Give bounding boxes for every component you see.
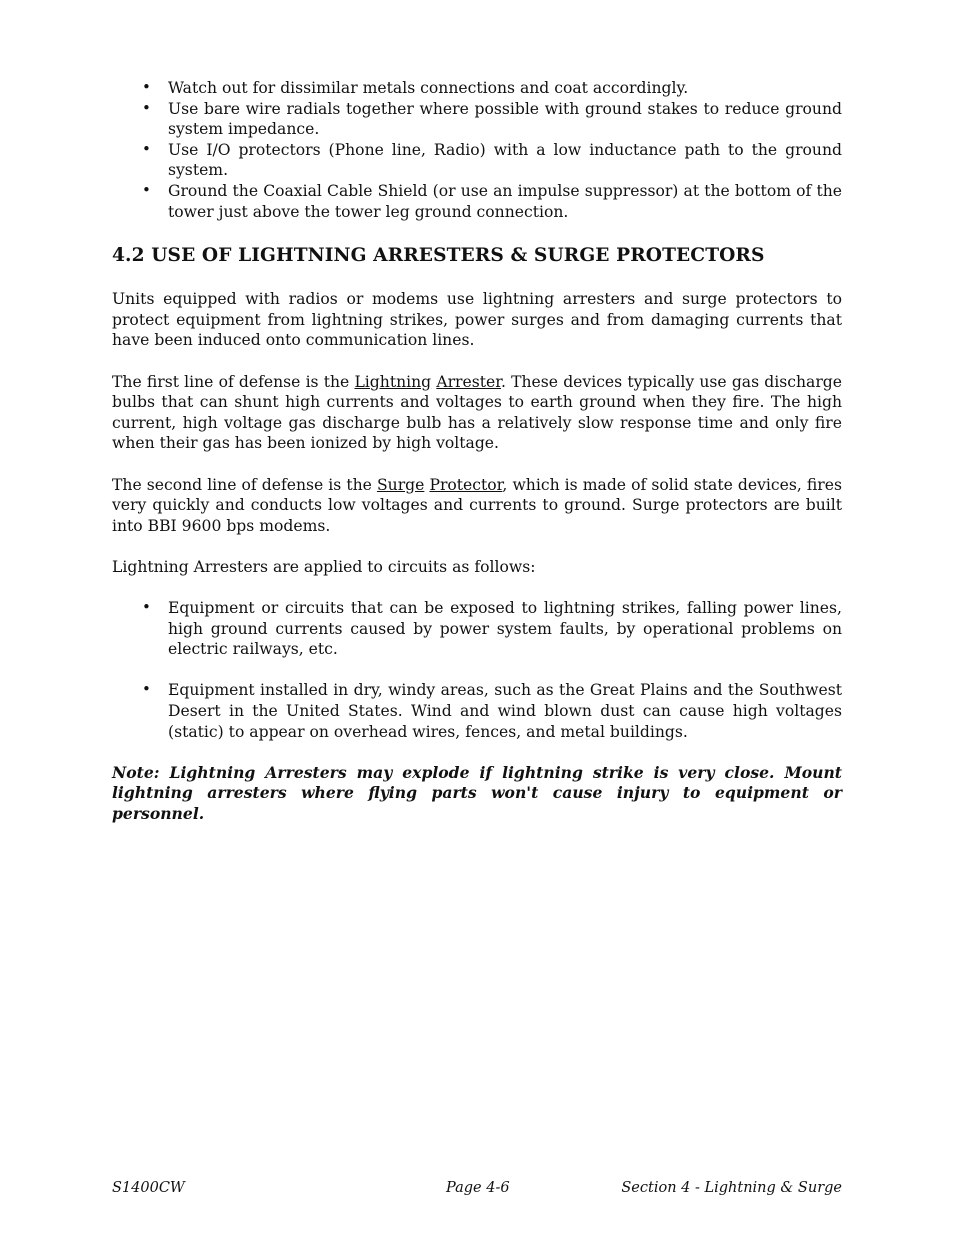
term-surge: Surge <box>376 475 425 494</box>
list-item <box>112 680 842 742</box>
bullet-icon: • <box>142 98 151 117</box>
text-run: . These devices typically use gas discharge bulbs that can shunt high currents and voltages to earth ground when they fire. The high current, high voltage gas discharge bulb has a relatively slow response time and only fire when their gas has been ionized by high voltage. <box>112 372 842 453</box>
text-run: The first line of defense is the <box>112 372 355 391</box>
footer-doc-id: S1400CW <box>112 1180 185 1196</box>
page-footer <box>112 1180 842 1200</box>
bullet-icon: • <box>142 78 151 96</box>
text-run: The second line of defense is the <box>112 475 377 494</box>
term-lightning: Lightning <box>354 372 432 391</box>
application-bullet-list <box>112 598 842 742</box>
list-item <box>112 99 842 140</box>
list-item <box>112 78 842 99</box>
document-page <box>112 78 842 825</box>
footer-page-number: Page 4-6 <box>446 1180 510 1196</box>
bullet-text: Equipment installed in dry, windy areas, such as the Great Plains and the Southwest Desert in the United States. Wind and wind blown dust can cause high voltages (static) to appear on overhead wires, fences, and metal buildings. <box>168 681 842 741</box>
bullet-icon: • <box>142 598 151 617</box>
term-arrester: Arrester <box>436 372 501 391</box>
bullet-text: Use bare wire radials together where possible with ground stakes to reduce ground system impedance. <box>168 99 842 139</box>
text-run: , which is made of solid state devices, fires very quickly and conducts low voltages and currents to ground. Surge protectors are built into BBI 9600 bps modems. <box>112 475 842 535</box>
bullet-icon: • <box>142 180 151 199</box>
paragraph-lightning-arrester <box>112 372 842 454</box>
bullet-text: Ground the Coaxial Cable Shield (or use an impulse suppressor) at the bottom of the tower just above the tower leg ground connection. <box>168 181 842 221</box>
term-protector: Protector <box>429 475 503 494</box>
list-item <box>112 140 842 181</box>
bullet-icon: • <box>142 139 151 158</box>
paragraph-intro: Units equipped with radios or modems use lightning arresters and surge protectors to protect equipment from lightning strikes, power surges and from damaging currents that have been induced onto communication lines. <box>112 290 842 350</box>
paragraph-application-intro: Lightning Arresters are applied to circuits as follows: <box>112 557 536 576</box>
top-bullet-list <box>112 78 842 222</box>
paragraph-surge-protector <box>112 475 842 537</box>
section-heading: 4.2 USE OF LIGHTNING ARRESTERS & SURGE PROTECTORS <box>112 245 765 267</box>
bullet-text: Watch out for dissimilar metals connections and coat accordingly. <box>168 79 689 97</box>
bullet-icon: • <box>142 680 151 699</box>
bullet-text: Use I/O protectors (Phone line, Radio) with a low inductance path to the ground system. <box>168 140 842 180</box>
bullet-text: Equipment or circuits that can be exposed to lightning strikes, falling power lines, high ground currents caused by power system faults, by operational problems on electric railways, etc. <box>168 599 842 659</box>
footer-section-title: Section 4 - Lightning & Surge <box>621 1180 842 1196</box>
safety-note: Note: Lightning Arresters may explode if lightning strike is very close. Mount lightning arresters where flying parts won't cause injury to equipment or personnel. <box>112 762 842 823</box>
list-item <box>112 181 842 222</box>
list-item <box>112 598 842 660</box>
